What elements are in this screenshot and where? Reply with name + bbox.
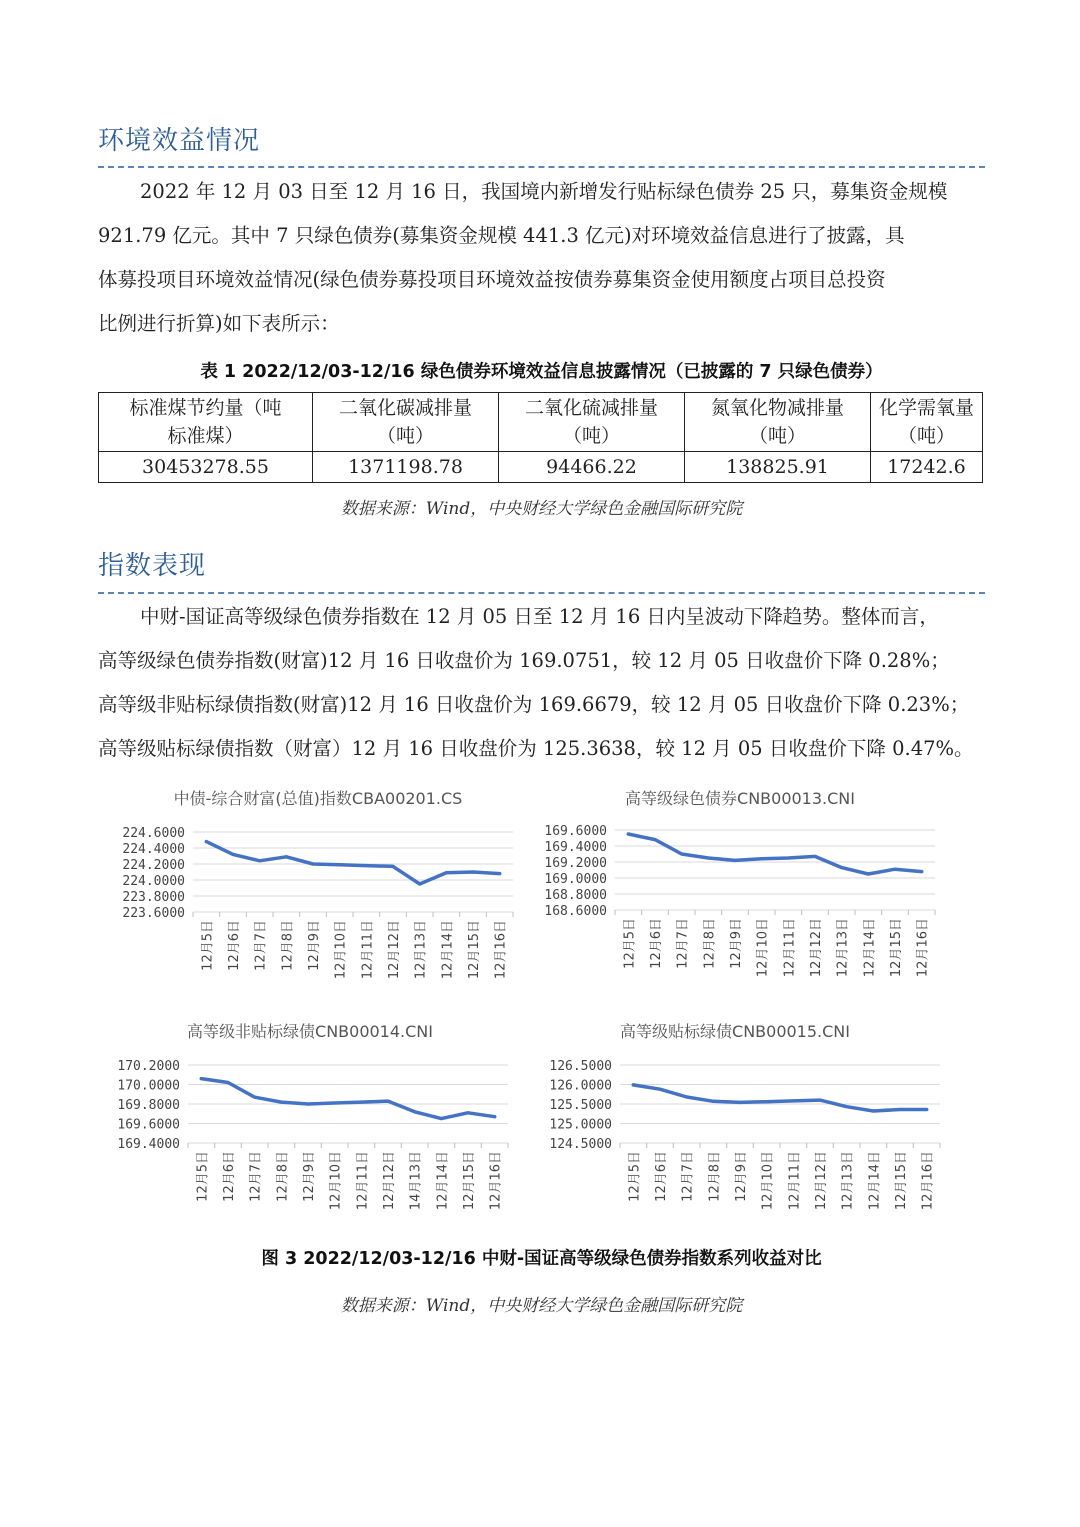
table-header-cell: 化学需氧量 （吨） (871, 393, 983, 452)
table-header-cell: 标准煤节约量（吨 标准煤） (99, 393, 313, 452)
section-divider (98, 166, 985, 168)
data-point (418, 883, 421, 886)
x-tick-label: 12月8日 (702, 918, 718, 969)
data-point (867, 873, 870, 876)
x-tick-label: 12月11日 (787, 1151, 803, 1211)
data-point (627, 833, 630, 836)
y-tick-label: 125.5000 (549, 1098, 612, 1113)
x-tick-label: 12月14日 (867, 1151, 883, 1211)
section-heading-index: 指数表现 (98, 551, 207, 581)
data-point (840, 866, 843, 869)
data-point (365, 864, 368, 867)
x-tick-label: 12月15日 (462, 1151, 477, 1211)
x-tick-label: 12月5日 (195, 1151, 211, 1202)
x-tick-label: 12月6日 (227, 920, 242, 971)
chart-cnb00015 (530, 1013, 950, 1232)
line-chart (530, 1013, 950, 1228)
table-header-cell: 二氧化碳减排量 （吨） (313, 393, 499, 452)
data-point (787, 857, 790, 860)
paragraph-line: 高等级绿色债券指数(财富)12 月 16 日收盘价为 169.0751，较 12 月 05 日收盘价下降 0.28%； (98, 649, 950, 672)
x-tick-label: 12月16日 (920, 1151, 936, 1211)
x-tick-label: 12月7日 (248, 1151, 264, 1202)
table-cell: 94466.22 (499, 452, 685, 483)
chart-cnb00013 (530, 780, 950, 999)
y-tick-label: 126.5000 (549, 1059, 612, 1074)
line-chart (98, 780, 518, 995)
table-cell: 17242.6 (871, 452, 983, 483)
data-point (707, 857, 710, 860)
environment-benefit-table (98, 392, 983, 483)
x-tick-label: 12月15日 (467, 920, 482, 980)
x-tick-label: 12月9日 (729, 918, 744, 969)
x-tick-label: 12月5日 (200, 920, 216, 971)
table-row (99, 452, 983, 483)
data-point (894, 868, 897, 871)
table-header-cell: 二氧化硫减排量 （吨） (499, 393, 685, 452)
line-chart (530, 780, 950, 995)
table-caption: 表 1 2022/12/03-12/16 绿色债券环境效益信息披露情况（已披露的 7 只绿色债券） (200, 362, 883, 382)
data-point (734, 859, 737, 862)
x-tick-label: 12月16日 (488, 1151, 504, 1211)
x-tick-label: 12月9日 (302, 1151, 317, 1202)
line-chart (98, 1013, 518, 1228)
data-point (920, 870, 923, 873)
data-point (253, 1096, 256, 1099)
data-point (472, 871, 475, 874)
y-tick-label: 169.2000 (544, 856, 607, 871)
table-cell: 138825.91 (685, 452, 871, 483)
data-point (467, 1111, 470, 1114)
x-tick-label: 12月7日 (253, 920, 269, 971)
table-cell: 30453278.55 (99, 452, 313, 483)
table-cell: 1371198.78 (313, 452, 499, 483)
x-tick-label: 12月6日 (222, 1151, 237, 1202)
data-point (333, 1102, 336, 1105)
table-source-note: 数据来源：Wind，中央财经大学绿色金融国际研究院 (340, 499, 743, 519)
data-point (899, 1108, 902, 1111)
data-point (338, 863, 341, 866)
paragraph-line: 921.79 亿元。其中 7 只绿色债券(募集资金规模 441.3 亿元)对环境效益信息进行了披露，具 (98, 224, 905, 247)
data-point (200, 1077, 203, 1080)
index-paragraph (98, 595, 985, 771)
paragraph-line: 体募投项目环境效益情况(绿色债券募投项目环境效益按债券募集资金使用额度占项目总投资 (98, 268, 886, 291)
data-point (498, 872, 501, 875)
x-tick-label: 12月8日 (280, 920, 296, 971)
x-tick-label: 12月12日 (809, 918, 824, 978)
chart-title: 高等级非贴标绿债CNB00014.CNI (187, 1022, 433, 1041)
chart-title: 中债-综合财富(总值)指数CBA00201.CS (173, 789, 463, 808)
y-tick-label: 224.4000 (122, 842, 185, 857)
data-point (814, 855, 817, 858)
data-point (680, 853, 683, 856)
x-tick-label: 12月13日 (413, 920, 429, 980)
x-tick-label: 12月8日 (707, 1151, 723, 1202)
y-tick-label: 224.0000 (122, 874, 185, 889)
table-header-cell: 氮氧化物减排量 （吨） (685, 393, 871, 452)
data-point (258, 859, 261, 862)
x-tick-label: 12月12日 (387, 920, 402, 980)
data-point (792, 1099, 795, 1102)
figure-caption: 图 3 2022/12/03-12/16 中财-国证高等级绿色债券指数系列收益对比 (261, 1249, 822, 1269)
series-line (628, 834, 921, 874)
data-point (765, 1100, 768, 1103)
y-tick-label: 224.2000 (122, 858, 185, 873)
environment-paragraph (98, 170, 985, 346)
data-point (280, 1101, 283, 1104)
paragraph-line: 高等级非贴标绿债指数(财富)12 月 16 日收盘价为 169.6679，较 12 月 05 日收盘价下降 0.23%； (98, 693, 970, 716)
y-tick-label: 169.0000 (544, 872, 607, 887)
data-point (445, 871, 448, 874)
x-tick-label: 12月7日 (680, 1151, 696, 1202)
data-point (739, 1101, 742, 1104)
y-tick-label: 168.8000 (544, 888, 607, 903)
x-tick-label: 12月13日 (840, 1151, 856, 1211)
x-tick-label: 12月10日 (328, 1151, 344, 1211)
y-tick-label: 169.6000 (117, 1117, 180, 1133)
y-tick-label: 170.0000 (117, 1078, 180, 1094)
data-point (285, 855, 288, 858)
data-point (440, 1117, 443, 1120)
x-tick-label: 12月14日 (435, 1151, 451, 1211)
y-tick-label: 169.8000 (117, 1098, 180, 1113)
data-point (925, 1108, 928, 1111)
chart-title: 高等级绿色债券CNB00013.CNI (625, 789, 855, 808)
chart-title: 高等级贴标绿债CNB00015.CNI (620, 1022, 850, 1041)
y-tick-label: 223.6000 (122, 906, 185, 921)
data-point (872, 1110, 875, 1113)
paragraph-line: 2022 年 12 月 03 日至 12 月 16 日，我国境内新增发行贴标绿色债券 25 只，募集资金规模 (140, 180, 948, 203)
x-tick-label: 12月14日 (440, 920, 456, 980)
paragraph-line: 比例进行折算)如下表所示： (98, 312, 340, 335)
data-point (632, 1083, 635, 1086)
x-tick-label: 12月6日 (649, 918, 664, 969)
x-tick-label: 12月8日 (275, 1151, 291, 1202)
y-tick-label: 170.2000 (117, 1059, 180, 1074)
y-tick-label: 126.0000 (549, 1078, 612, 1094)
data-point (819, 1099, 822, 1102)
x-tick-label: 12月10日 (755, 918, 771, 978)
data-point (685, 1095, 688, 1098)
data-point (659, 1088, 662, 1091)
y-tick-label: 169.4000 (544, 840, 607, 855)
data-point (654, 838, 657, 841)
x-tick-label: 12月15日 (889, 918, 904, 978)
x-tick-label: 12月14日 (862, 918, 878, 978)
x-tick-label: 12月12日 (814, 1151, 829, 1211)
data-point (493, 1115, 496, 1118)
data-point (712, 1100, 715, 1103)
x-tick-label: 14月13日 (408, 1151, 424, 1211)
data-point (760, 857, 763, 860)
y-tick-label: 124.5000 (549, 1137, 612, 1152)
x-tick-label: 12月11日 (355, 1151, 371, 1211)
figure-source-note: 数据来源：Wind，中央财经大学绿色金融国际研究院 (340, 1296, 743, 1316)
data-point (387, 1100, 390, 1103)
y-tick-label: 224.6000 (122, 826, 185, 841)
data-point (360, 1101, 363, 1104)
table-header-row (99, 393, 983, 452)
chart-cnb00014 (98, 1013, 518, 1232)
x-tick-label: 12月7日 (675, 918, 691, 969)
y-tick-label: 223.8000 (122, 890, 185, 905)
data-point (312, 863, 315, 866)
data-point (392, 865, 395, 868)
x-tick-label: 12月5日 (622, 918, 638, 969)
y-tick-label: 125.0000 (549, 1117, 612, 1133)
section-divider (98, 592, 985, 594)
data-point (227, 1081, 230, 1084)
x-tick-label: 12月12日 (382, 1151, 397, 1211)
paragraph-line: 高等级贴标绿债指数（财富）12 月 16 日收盘价为 125.3638，较 12 月 05 日收盘价下降 0.47%。 (98, 737, 974, 760)
data-point (205, 840, 208, 843)
x-tick-label: 12月13日 (835, 918, 851, 978)
data-point (413, 1110, 416, 1113)
x-tick-label: 12月10日 (760, 1151, 776, 1211)
y-tick-label: 169.6000 (544, 824, 607, 839)
series-line (633, 1085, 926, 1111)
y-tick-label: 168.6000 (544, 904, 607, 919)
x-tick-label: 12月9日 (734, 1151, 749, 1202)
x-tick-label: 12月5日 (627, 1151, 643, 1202)
x-tick-label: 12月10日 (333, 920, 349, 980)
y-tick-label: 169.4000 (117, 1137, 180, 1152)
x-tick-label: 12月15日 (894, 1151, 909, 1211)
x-tick-label: 12月9日 (307, 920, 322, 971)
x-tick-label: 12月11日 (360, 920, 376, 980)
data-point (307, 1103, 310, 1106)
section-heading-environment: 环境效益情况 (98, 126, 261, 156)
x-tick-label: 12月16日 (493, 920, 509, 980)
x-tick-label: 12月16日 (915, 918, 931, 978)
chart-cba00201 (98, 780, 518, 999)
data-point (232, 853, 235, 856)
x-tick-label: 12月11日 (782, 918, 798, 978)
paragraph-line: 中财-国证高等级绿色债券指数在 12 月 05 日至 12 月 16 日内呈波动下降趋势。整体而言， (140, 605, 939, 628)
x-tick-label: 12月6日 (654, 1151, 669, 1202)
data-point (845, 1105, 848, 1108)
